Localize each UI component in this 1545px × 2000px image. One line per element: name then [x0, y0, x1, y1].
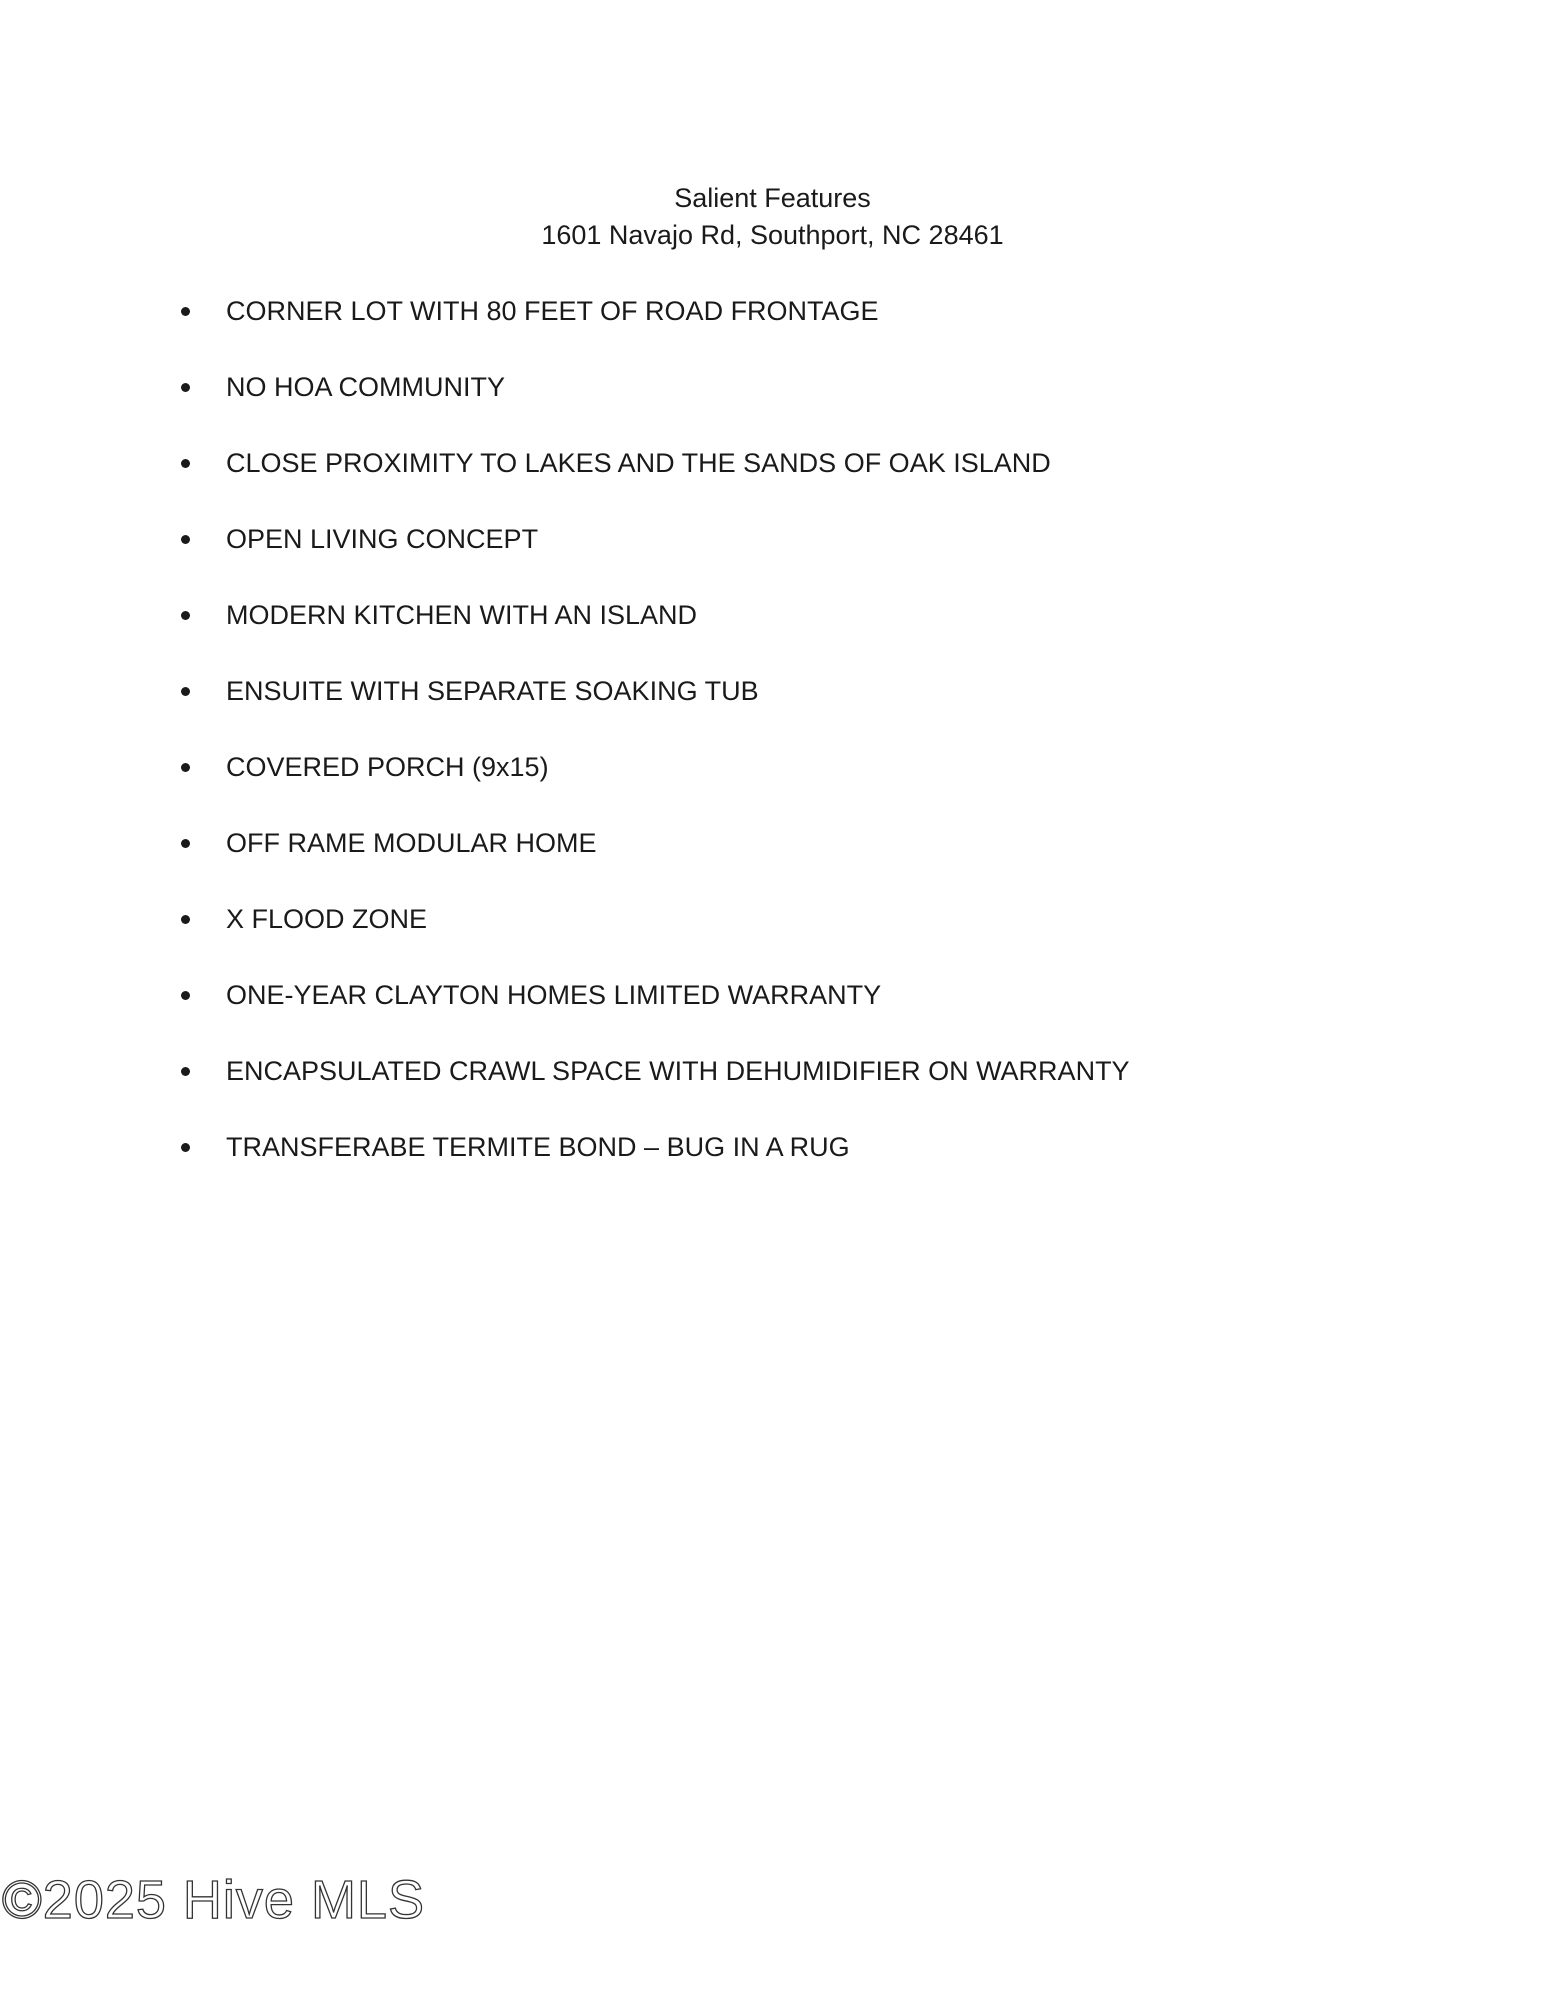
- bullet-icon: [181, 1143, 190, 1152]
- feature-item: [178, 1127, 1130, 1203]
- feature-text: ENCAPSULATED CRAWL SPACE WITH DEHUMIDIFIER ON WARRANTY: [226, 1056, 1130, 1086]
- feature-item: [178, 899, 1130, 975]
- bullet-icon: [181, 915, 190, 924]
- feature-item: [178, 291, 1130, 367]
- feature-text: COVERED PORCH (9x15): [226, 752, 549, 782]
- feature-text: TRANSFERABE TERMITE BOND – BUG IN A RUG: [226, 1132, 850, 1162]
- feature-text: OPEN LIVING CONCEPT: [226, 524, 539, 554]
- feature-text: MODERN KITCHEN WITH AN ISLAND: [226, 600, 698, 630]
- bullet-icon: [181, 1067, 190, 1076]
- document-header: [0, 180, 1545, 254]
- bullet-icon: [181, 307, 190, 316]
- bullet-icon: [181, 535, 190, 544]
- feature-text: NO HOA COMMUNITY: [226, 372, 506, 402]
- bullet-icon: [181, 687, 190, 696]
- document-title: Salient Features: [674, 183, 871, 213]
- feature-text: ENSUITE WITH SEPARATE SOAKING TUB: [226, 676, 759, 706]
- feature-item: [178, 443, 1130, 519]
- feature-item: [178, 1051, 1130, 1127]
- bullet-icon: [181, 763, 190, 772]
- feature-item: [178, 823, 1130, 899]
- bullet-icon: [181, 383, 190, 392]
- property-address: 1601 Navajo Rd, Southport, NC 28461: [541, 220, 1004, 250]
- feature-text: CLOSE PROXIMITY TO LAKES AND THE SANDS OF OAK ISLAND: [226, 448, 1051, 478]
- feature-item: [178, 595, 1130, 671]
- bullet-icon: [181, 611, 190, 620]
- feature-item: [178, 671, 1130, 747]
- feature-text: OFF RAME MODULAR HOME: [226, 828, 597, 858]
- feature-item: [178, 975, 1130, 1051]
- bullet-icon: [181, 991, 190, 1000]
- feature-item: [178, 747, 1130, 823]
- feature-list: [178, 291, 1130, 1203]
- feature-item: [178, 367, 1130, 443]
- feature-text: ONE-YEAR CLAYTON HOMES LIMITED WARRANTY: [226, 980, 882, 1010]
- feature-text: CORNER LOT WITH 80 FEET OF ROAD FRONTAGE: [226, 296, 879, 326]
- bullet-icon: [181, 839, 190, 848]
- bullet-icon: [181, 459, 190, 468]
- feature-text: X FLOOD ZONE: [226, 904, 428, 934]
- copyright-watermark: ©2025 Hive MLS: [2, 1870, 425, 1930]
- feature-item: [178, 519, 1130, 595]
